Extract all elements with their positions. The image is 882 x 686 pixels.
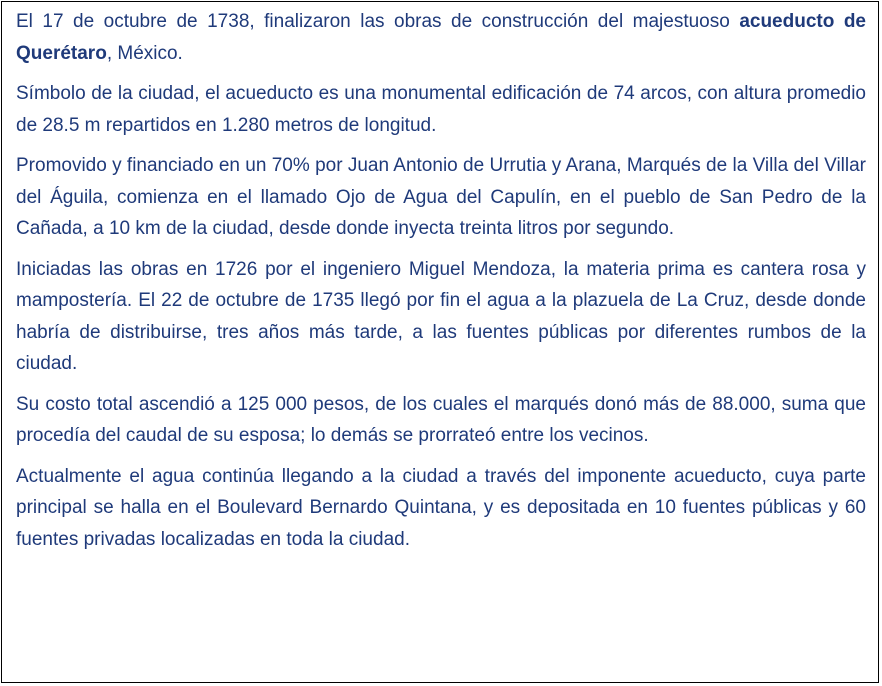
paragraph-5: Su costo total ascendió a 125 000 pesos, de los cuales el marqués donó más de 88.000, suma que procedía del caudal de su esposa; lo demás se prorrateó entre los vecinos. — [16, 393, 866, 446]
paragraph-3: Promovido y financiado en un 70% por Juan Antonio de Urrutia y Arana, Marqués de la Villa del Villar del Águila, comienza en el llamado Ojo de Agua del Capulín, en el pueblo de San Pedro de la Cañada, a 10 km de la ciudad, desde donde inyecta treinta litros por segundo. — [16, 155, 866, 239]
document-body — [16, 6, 866, 555]
paragraph-6: Actualmente el agua continúa llegando a la ciudad a través del imponente acueducto, cuya parte principal se halla en el Boulevard Bernardo Quintana, y es depositada en 10 fuentes públicas y 60 fuentes privadas localizadas en toda la ciudad. — [16, 465, 866, 550]
paragraph-1-ending: , México. — [106, 42, 183, 64]
highlighted-aqueduct-name: acueducto de Querétaro — [16, 11, 866, 64]
paragraph-4: Iniciadas las obras en 1726 por el ingeniero Miguel Mendoza, la materia prima es cantera rosa y mampostería. El 22 de octubre de 1735 llegó por fin el agua a la plazuela de La Cruz, desde donde habría de distribuirse, tres años más tarde, a las fuentes públicas por diferentes rumbos de la ciudad. — [16, 258, 866, 374]
paragraph-1-intro: El 17 de octubre de 1738, finalizaron las obras de construcción del majestuoso — [16, 11, 740, 32]
paragraph-2: Símbolo de la ciudad, el acueducto es una monumental edificación de 74 arcos, con altura promedio de 28.5 m repartidos en 1.280 metros de longitud. — [16, 83, 866, 136]
paragraph-1 — [16, 6, 866, 69]
